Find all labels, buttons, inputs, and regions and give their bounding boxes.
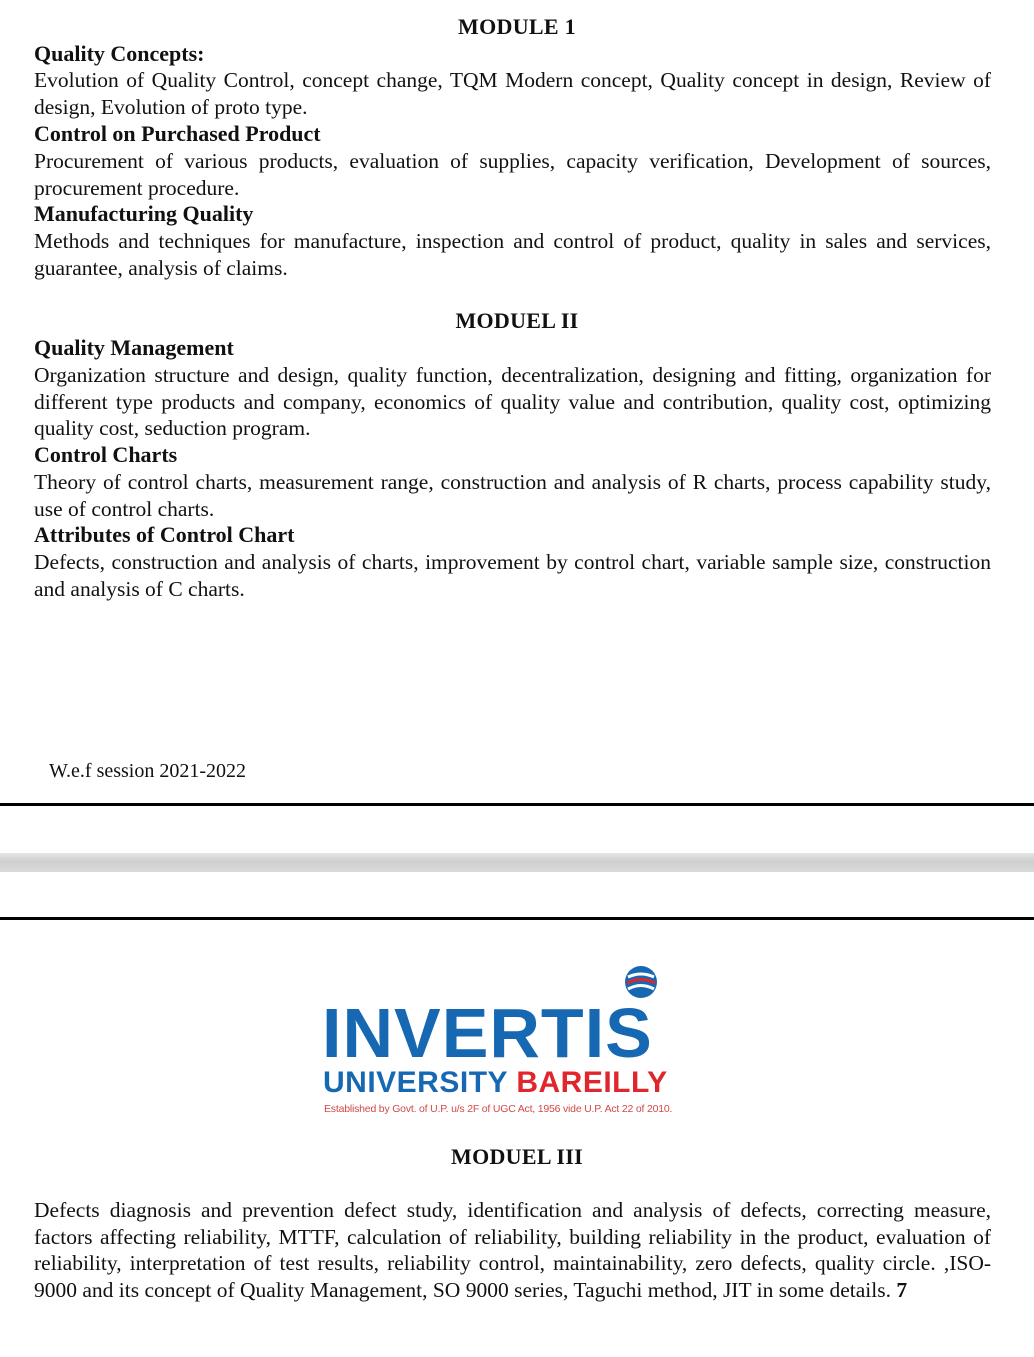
module-3-text: Defects diagnosis and prevention defect study, identification and analysis of defects, correcting measure, factors affecting reliability, MTTF, calculation of reliability, building reliability in the product, evaluation of reliability, interpretation of test results, reliability control, maintainability, zero defects, quality circle. ,ISO-9000 and its concept of Quality Management, SO 9000 series, Taguchi method, JIT in some details. <box>34 1198 991 1303</box>
module-2-title: MODUEL II <box>455 308 579 333</box>
logo-established-line: Established by Govt. of U.P. u/s 2F of UGC Act, 1956 vide U.P. Act 22 of 2010. <box>324 1103 673 1115</box>
session-note: W.e.f session 2021-2022 <box>49 760 247 782</box>
section-body-purchased-product: Procurement of various products, evaluation of supplies, capacity verification, Development of sources, procurement procedure. <box>34 149 991 200</box>
section-body-attributes-control-chart: Defects, construction and analysis of charts, improvement by control chart, variable sample size, construction and analysis of C charts. <box>34 550 991 601</box>
logo-bareilly: BAREILLY <box>516 1066 668 1099</box>
section-heading-attributes-control-chart: Attributes of Control Chart <box>34 522 295 547</box>
section-heading-quality-management: Quality Management <box>34 335 234 360</box>
logo-wordmark: INVERTIS <box>322 994 653 1072</box>
section-heading-control-charts: Control Charts <box>34 442 178 467</box>
section-body-quality-concepts: Evolution of Quality Control, concept change, TQM Modern concept, Quality concept in design, Review of design, Evolution of proto type. <box>34 68 991 119</box>
section-body-manufacturing-quality: Methods and techniques for manufacture, inspection and control of product, quality in sales and services, guarantee, analysis of claims. <box>34 229 991 280</box>
module-3-end-number: 7 <box>896 1278 908 1303</box>
section-body-control-charts: Theory of control charts, measurement range, construction and analysis of R charts, process capability study, use of control charts. <box>34 470 991 521</box>
section-heading-purchased-product: Control on Purchased Product <box>34 121 321 146</box>
module-3-title: MODUEL III <box>451 1144 583 1169</box>
module-3-body <box>34 1197 991 1304</box>
invertis-logo <box>320 965 710 1120</box>
section-heading-manufacturing-quality: Manufacturing Quality <box>34 201 254 226</box>
page-2-top-rule <box>0 917 1034 920</box>
module-1-title: MODULE 1 <box>458 14 576 39</box>
logo-university: UNIVERSITY <box>323 1066 508 1099</box>
section-body-quality-management: Organization structure and design, quality function, decentralization, designing and fitting, organization for different type products and company, economics of quality value and contribution, quality cost, optimizing quality cost, seduction program. <box>34 363 991 441</box>
logo-subtitle <box>323 1065 668 1101</box>
section-heading-quality-concepts: Quality Concepts: <box>34 41 205 66</box>
page-separator-bar <box>0 853 1034 872</box>
